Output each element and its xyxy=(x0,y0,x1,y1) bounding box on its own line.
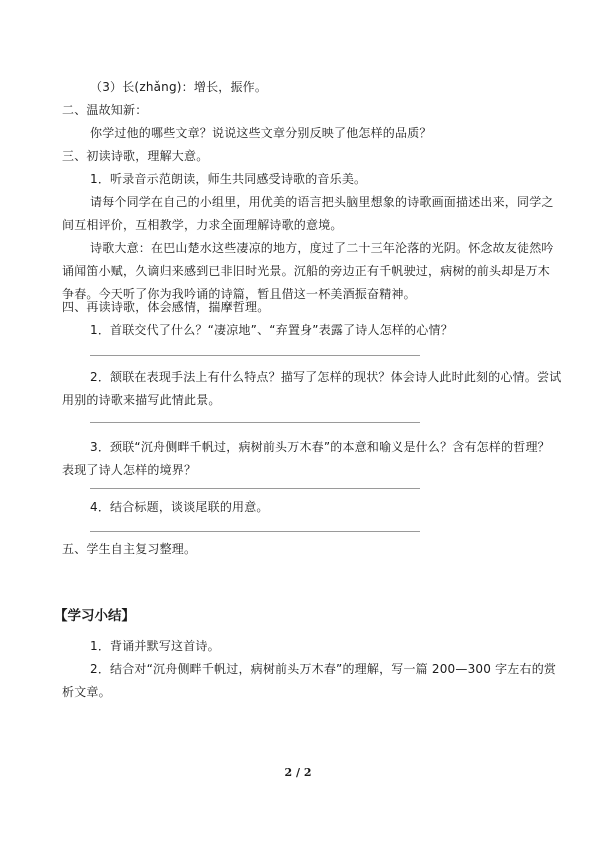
group-task-line-2: 间互相评价，互相教学，力求全面理解诗歌的意境。 xyxy=(62,218,343,232)
note-item-3: （3）长(zhǎng)：增长，振作。 xyxy=(90,80,268,94)
question-4: 4．结合标题，谈谈尾联的用意。 xyxy=(90,500,269,514)
answer-line-3[interactable] xyxy=(90,488,420,489)
answer-line-4[interactable] xyxy=(90,531,420,532)
review-question: 你学过他的哪些文章？说说这些文章分别反映了他怎样的品质？ xyxy=(90,126,432,140)
summary-item-2-line-1: 2．结合对“沉舟侧畔千帆过，病树前头万木春”的理解，写一篇 200—300 字左右的赏 xyxy=(90,662,557,676)
question-2-line-2: 用别的诗歌来描写此情此景。 xyxy=(62,393,221,407)
section-heading-3: 三、初读诗歌，理解大意。 xyxy=(62,149,209,163)
section-heading-4: 四、再读诗歌，体会感情，揣摩哲理。 xyxy=(62,300,270,314)
step-listen: 1．听录音示范朗读，师生共同感受诗歌的音乐美。 xyxy=(90,172,367,186)
summary-item-2-line-2: 析文章。 xyxy=(62,685,111,699)
section-heading-5: 五、学生自主复习整理。 xyxy=(62,542,197,556)
question-3-line-1: 3．颈联“沉舟侧畔千帆过，病树前头万木春”的本意和喻义是什么？含有怎样的哲理？ xyxy=(90,440,550,454)
poem-meaning-line-1: 诗歌大意：在巴山楚水这些凄凉的地方，度过了二十三年沦落的光阴。怀念故友徒然吟 xyxy=(90,241,554,255)
section-heading-2: 二、温故知新： xyxy=(62,103,148,117)
page-number: 2 / 2 xyxy=(284,766,312,779)
question-1: 1．首联交代了什么？“凄凉地”、“弃置身”表露了诗人怎样的心情？ xyxy=(90,323,453,337)
answer-line-2[interactable] xyxy=(90,422,420,423)
group-task-line-1: 请每个同学在自己的小组里，用优美的语言把头脑里想象的诗歌画面描述出来，同学之 xyxy=(90,195,554,209)
poem-meaning-line-3: 争春。今天听了你为我吟诵的诗篇，暂且借这一杯美酒振奋精神。 xyxy=(62,287,416,301)
answer-line-1[interactable] xyxy=(90,355,420,356)
poem-meaning-line-2: 诵闻笛小赋，久谪归来感到已非旧时光景。沉船的旁边正有千帆驶过，病树的前头却是万木 xyxy=(62,264,551,278)
question-3-line-2: 表现了诗人怎样的境界？ xyxy=(62,463,197,477)
summary-heading: 【学习小结】 xyxy=(54,608,135,624)
summary-item-1: 1．背诵并默写这首诗。 xyxy=(90,639,220,653)
question-2-line-1: 2．颔联在表现手法上有什么特点？描写了怎样的现状？体会诗人此时此刻的心情。尝试 xyxy=(90,370,562,384)
